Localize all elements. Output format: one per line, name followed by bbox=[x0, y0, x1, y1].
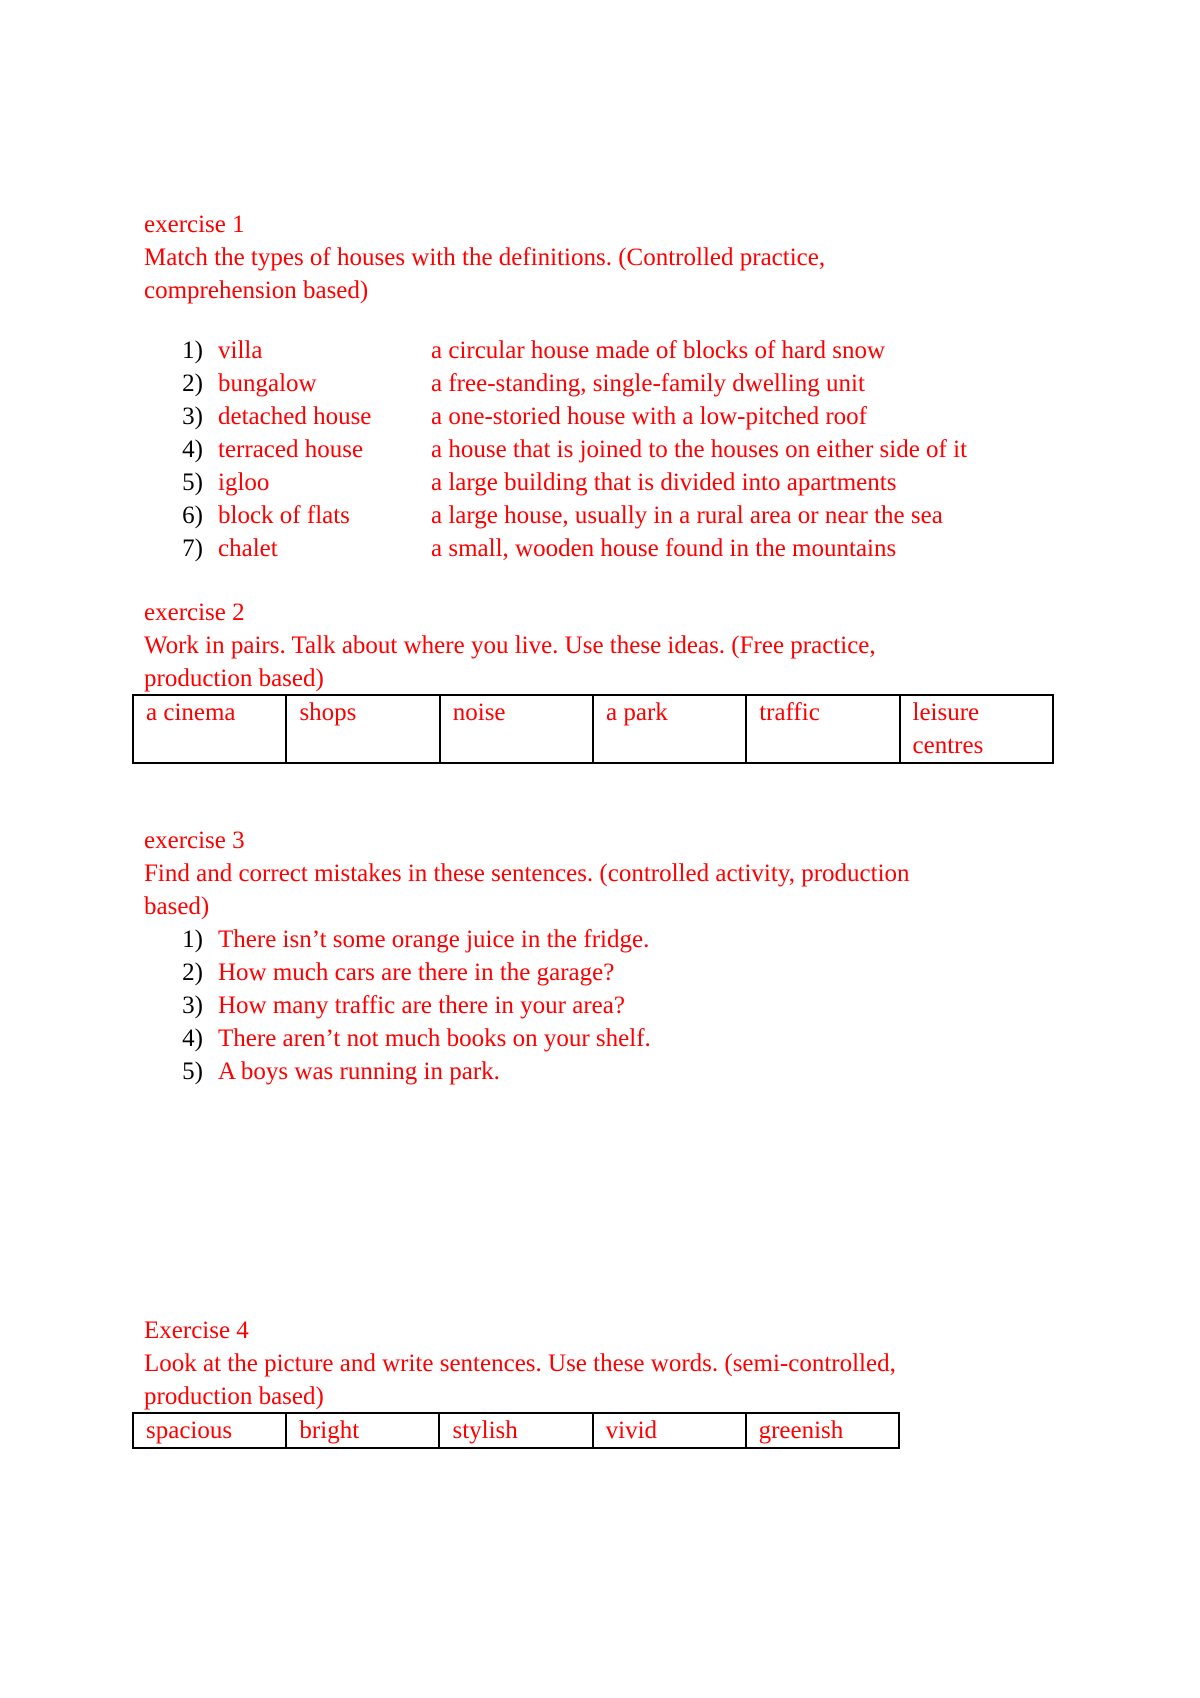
sentence: How much cars are there in the garage? bbox=[218, 959, 615, 986]
house-definition: a house that is joined to the houses on either side of it bbox=[431, 436, 968, 463]
idea-cell: leisure centres bbox=[900, 695, 1053, 763]
idea-cell: traffic bbox=[746, 695, 899, 763]
house-definition: a one-storied house with a low-pitched roof bbox=[431, 403, 867, 430]
list-item-number: 2) bbox=[182, 959, 203, 986]
exercise-3-heading: exercise 3 bbox=[144, 827, 245, 854]
list-item-number: 7) bbox=[182, 535, 203, 562]
house-term: block of flats bbox=[218, 502, 350, 529]
house-term: detached house bbox=[218, 403, 372, 430]
exercise-1-heading: exercise 1 bbox=[144, 211, 245, 238]
word-cell: greenish bbox=[746, 1413, 899, 1448]
exercise-3-instruction: Find and correct mistakes in these sentences. (controlled activity, production bbox=[144, 860, 910, 887]
house-definition: a large house, usually in a rural area or near the sea bbox=[431, 502, 943, 529]
exercise-4-heading: Exercise 4 bbox=[144, 1317, 249, 1344]
house-definition: a free-standing, single-family dwelling unit bbox=[431, 370, 865, 397]
idea-cell: noise bbox=[440, 695, 593, 763]
list-item-number: 3) bbox=[182, 403, 203, 430]
house-term: bungalow bbox=[218, 370, 317, 397]
list-item-number: 2) bbox=[182, 370, 203, 397]
sentence: How many traffic are there in your area? bbox=[218, 992, 625, 1019]
house-definition: a large building that is divided into apartments bbox=[431, 469, 897, 496]
house-definition: a small, wooden house found in the mountains bbox=[431, 535, 897, 562]
table-row bbox=[133, 695, 1053, 763]
word-cell: stylish bbox=[439, 1413, 592, 1448]
list-item-number: 1) bbox=[182, 337, 203, 364]
house-term: villa bbox=[218, 337, 263, 364]
sentence: There isn’t some orange juice in the fridge. bbox=[218, 926, 650, 953]
word-cell: bright bbox=[286, 1413, 439, 1448]
house-definition: a circular house made of blocks of hard snow bbox=[431, 337, 886, 364]
list-item-number: 4) bbox=[182, 1025, 203, 1052]
exercise-1-instruction-cont: comprehension based) bbox=[144, 277, 369, 304]
ideas-table bbox=[132, 694, 1054, 764]
list-item-number: 1) bbox=[182, 926, 203, 953]
idea-cell: shops bbox=[286, 695, 439, 763]
idea-cell: a cinema bbox=[133, 695, 286, 763]
list-item-number: 4) bbox=[182, 436, 203, 463]
exercise-4-instruction: Look at the picture and write sentences. Use these words. (semi-controlled, bbox=[144, 1350, 896, 1377]
exercise-1-instruction: Match the types of houses with the definitions. (Controlled practice, bbox=[144, 244, 826, 271]
list-item-number: 5) bbox=[182, 469, 203, 496]
exercise-2-heading: exercise 2 bbox=[144, 599, 245, 626]
idea-cell: a park bbox=[593, 695, 746, 763]
sentence: There aren’t not much books on your shelf. bbox=[218, 1025, 651, 1052]
sentence: A boys was running in park. bbox=[218, 1058, 500, 1085]
list-item-number: 6) bbox=[182, 502, 203, 529]
exercise-4-instruction-cont: production based) bbox=[144, 1383, 324, 1410]
words-table bbox=[132, 1412, 900, 1449]
house-term: terraced house bbox=[218, 436, 364, 463]
table-row bbox=[133, 1413, 899, 1448]
list-item-number: 5) bbox=[182, 1058, 203, 1085]
exercise-2-instruction: Work in pairs. Talk about where you live. Use these ideas. (Free practice, bbox=[144, 632, 876, 659]
exercise-3-instruction-cont: based) bbox=[144, 893, 210, 920]
word-cell: vivid bbox=[593, 1413, 746, 1448]
word-cell: spacious bbox=[133, 1413, 286, 1448]
house-term: igloo bbox=[218, 469, 270, 496]
list-item-number: 3) bbox=[182, 992, 203, 1019]
house-term: chalet bbox=[218, 535, 278, 562]
exercise-2-instruction-cont: production based) bbox=[144, 665, 324, 692]
